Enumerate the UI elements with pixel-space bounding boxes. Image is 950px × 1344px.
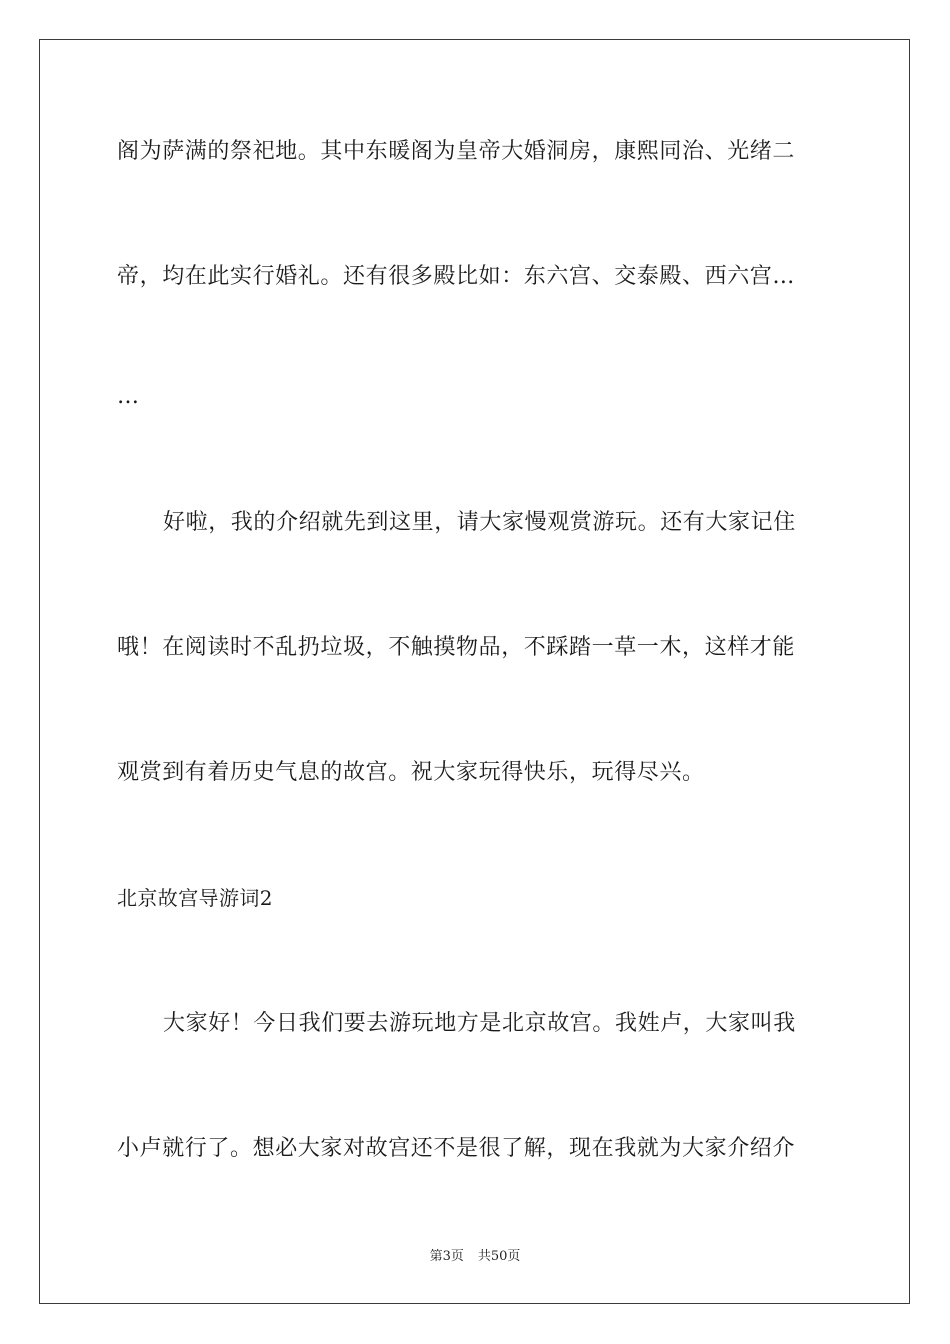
- body-text-line: 观赏到有着历史气息的故宫。祝大家玩得快乐，玩得尽兴。: [117, 760, 705, 785]
- paragraph-first-line: 好啦，我的介绍就先到这里，请大家慢观赏游玩。还有大家记住: [163, 510, 796, 535]
- page-border: [39, 39, 910, 1304]
- body-text-line: 帝，均在此实行婚礼。还有很多殿比如：东六宫、交泰殿、西六宫…: [117, 264, 796, 289]
- page-number: 第3页: [429, 1249, 464, 1264]
- body-text-line: …: [117, 384, 140, 409]
- body-text-line: 小卢就行了。想必大家对故宫还不是很了解，现在我就为大家介绍介: [117, 1136, 796, 1161]
- page-footer: [0, 1249, 950, 1265]
- section-heading: 北京故宫导游词2: [117, 886, 273, 910]
- body-text-line: 阁为萨满的祭祀地。其中东暖阁为皇帝大婚洞房，康熙同治、光绪二: [117, 139, 796, 164]
- paragraph-first-line: 大家好！今日我们要去游玩地方是北京故宫。我姓卢，大家叫我: [163, 1011, 796, 1036]
- body-text-line: 哦！在阅读时不乱扔垃圾，不触摸物品，不踩踏一草一木，这样才能: [117, 635, 796, 660]
- page-total: 共50页: [477, 1249, 521, 1264]
